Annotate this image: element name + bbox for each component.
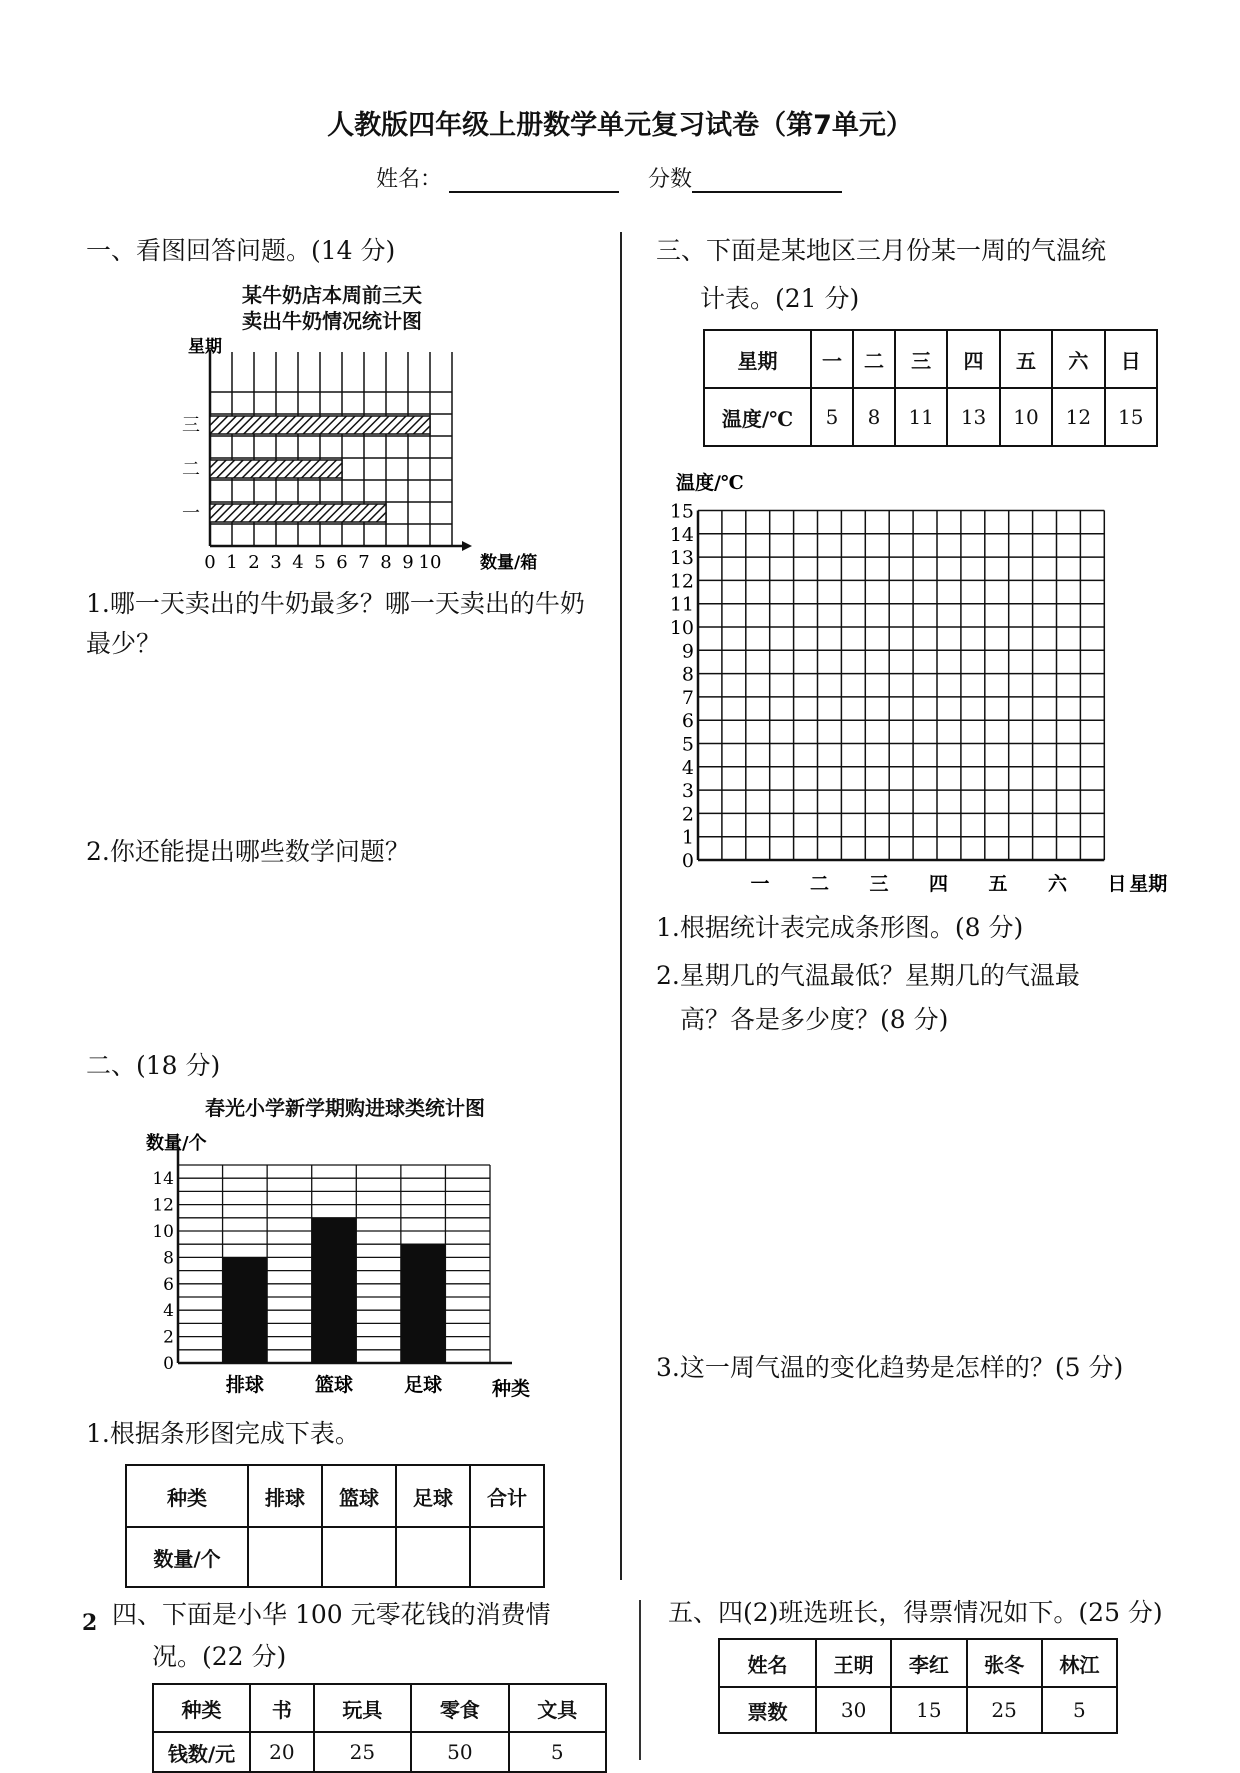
day-label: 四 — [928, 873, 949, 895]
temp-cell: 11 — [895, 388, 947, 446]
score-label: 分数 — [648, 167, 693, 192]
table-header-cell: 玩具 — [314, 1684, 411, 1732]
votes-value-row — [719, 1687, 1117, 1733]
tick-label: 8 — [163, 1248, 174, 1269]
spending-cell: 50 — [411, 1732, 508, 1772]
category-label: 一 — [182, 503, 200, 524]
votes-cell: 15 — [891, 1687, 966, 1733]
temp-cell: 12 — [1052, 388, 1104, 446]
table-header-cell: 王明 — [816, 1639, 891, 1687]
bar-篮球 — [312, 1218, 357, 1363]
table-header-cell: 李红 — [891, 1639, 966, 1687]
tick-label: 0 — [204, 552, 216, 573]
table-header-cell: 排球 — [248, 1465, 322, 1527]
name-field — [376, 162, 619, 193]
temp-cell: 15 — [1105, 388, 1157, 446]
table-header-cell: 星期 — [704, 330, 811, 388]
temp-table-day-row — [704, 330, 1157, 388]
day-label: 六 — [1047, 873, 1068, 895]
table-row-label: 数量/个 — [126, 1527, 248, 1587]
table-header-cell: 张冬 — [967, 1639, 1042, 1687]
tick-label: 6 — [163, 1274, 174, 1295]
day-label: 一 — [750, 873, 770, 895]
table-header-cell: 文具 — [509, 1684, 606, 1732]
section1-q1: 1.哪一天卖出的牛奶最多？哪一天卖出的牛奶最少？ — [86, 589, 585, 658]
temperature-blank-grid[interactable] — [660, 465, 1200, 897]
tick-label: 2 — [163, 1327, 174, 1348]
section4-spending-table — [152, 1683, 607, 1773]
spending-cell: 25 — [314, 1732, 411, 1772]
section2-heading: 二、(18 分) — [86, 1051, 221, 1080]
category-label: 二 — [182, 459, 200, 480]
tick-label: 10 — [418, 552, 442, 573]
section3-q1: 1.根据统计表完成条形图。(8 分) — [656, 913, 1024, 942]
tick-label: 11 — [669, 593, 694, 616]
table-header-cell: 种类 — [126, 1465, 248, 1527]
section5-votes-table — [718, 1638, 1118, 1734]
votes-cell: 30 — [816, 1687, 891, 1733]
tick-label: 10 — [152, 1222, 174, 1242]
score-input-line[interactable] — [692, 165, 842, 193]
grid-ylabel: 温度/℃ — [676, 472, 744, 494]
section3-heading-line2: 计表。(21 分) — [700, 284, 860, 313]
day-label: 二 — [809, 873, 830, 895]
tick-label: 8 — [681, 663, 694, 686]
tick-label: 7 — [358, 552, 370, 573]
tick-label: 5 — [681, 733, 694, 756]
table-header-cell: 篮球 — [322, 1465, 396, 1527]
table-header-cell: 姓名 — [719, 1639, 816, 1687]
bar-二 — [210, 460, 342, 478]
bar-排球 — [223, 1257, 268, 1363]
tick-label: 6 — [681, 710, 694, 733]
page-title: 人教版四年级上册数学单元复习试卷（第7单元） — [327, 110, 913, 141]
chart1-title — [170, 282, 494, 334]
day-label: 五 — [988, 873, 1008, 895]
day-cell: 六 — [1052, 330, 1104, 388]
tick-label: 0 — [681, 850, 694, 872]
temp-cell: 10 — [1000, 388, 1052, 446]
chart1-ylabel: 星期 — [188, 337, 222, 357]
tick-label: 2 — [681, 803, 694, 826]
votes-cell: 25 — [967, 1687, 1042, 1733]
tick-label: 5 — [314, 552, 326, 573]
tick-label: 15 — [669, 500, 694, 523]
score-field — [648, 162, 842, 193]
temp-cell: 13 — [947, 388, 999, 446]
section3-q2-line1: 2.星期几的气温最低？星期几的气温最 — [656, 961, 1080, 990]
tick-label: 7 — [681, 686, 694, 709]
chart2-ball-purchases — [140, 1125, 560, 1410]
section4-heading-line1: 四、下面是小华 100 元零花钱的消费情 — [112, 1600, 551, 1629]
tick-label: 4 — [163, 1301, 174, 1322]
spending-cell: 20 — [250, 1732, 314, 1772]
category-label: 足球 — [404, 1374, 443, 1396]
section3-temperature-table — [703, 329, 1158, 447]
day-cell: 二 — [853, 330, 895, 388]
name-input-line[interactable] — [449, 165, 619, 193]
table-header-cell: 合计 — [470, 1465, 544, 1527]
temp-cell: 5 — [811, 388, 853, 446]
section2-table-answer-row — [126, 1527, 544, 1587]
chart2-ylabel: 数量/个 — [146, 1133, 207, 1154]
answer-cell[interactable] — [396, 1527, 470, 1587]
table-header-cell: 种类 — [153, 1684, 250, 1732]
table-row-label: 票数 — [719, 1687, 816, 1733]
column-divider — [620, 232, 622, 1580]
answer-cell[interactable] — [248, 1527, 322, 1587]
table-row-label: 温度/℃ — [704, 388, 811, 446]
table-header-cell: 零食 — [411, 1684, 508, 1732]
chart1-title-line2: 卖出牛奶情况统计图 — [242, 309, 422, 333]
tick-label: 14 — [669, 523, 694, 546]
day-cell: 五 — [1000, 330, 1052, 388]
section2-table — [125, 1464, 545, 1588]
tick-label: 8 — [380, 552, 392, 573]
page-number: 2 — [82, 1610, 98, 1636]
section4-heading-line2: 况。(22 分) — [152, 1642, 287, 1671]
table-header-cell: 足球 — [396, 1465, 470, 1527]
tick-label: 1 — [226, 552, 238, 573]
tick-label: 12 — [669, 570, 694, 593]
section1-q2: 2.你还能提出哪些数学问题？ — [86, 837, 410, 866]
day-cell: 三 — [895, 330, 947, 388]
section5-heading: 五、四(2)班选班长，得票情况如下。(25 分) — [668, 1598, 1163, 1627]
section2-table-header-row — [126, 1465, 544, 1527]
temp-cell: 8 — [853, 388, 895, 446]
day-cell: 一 — [811, 330, 853, 388]
section3-q2-line2: 高？各是多少度？(8 分) — [680, 1005, 949, 1034]
table-header-cell: 林江 — [1042, 1639, 1117, 1687]
section2-q1: 1.根据条形图完成下表。 — [86, 1419, 360, 1448]
category-label: 排球 — [225, 1374, 264, 1396]
votes-header-row — [719, 1639, 1117, 1687]
table-row-label: 钱数/元 — [153, 1732, 250, 1772]
tick-label: 3 — [681, 780, 694, 803]
tick-label: 2 — [248, 552, 260, 573]
day-label: 日 — [1107, 873, 1127, 895]
name-label: 姓名： — [376, 167, 443, 192]
bar-一 — [210, 504, 386, 522]
grid-xlabel: 星期 — [1129, 873, 1168, 895]
temp-table-value-row — [704, 388, 1157, 446]
tick-label: 9 — [402, 552, 414, 573]
chart1-title-line1: 某牛奶店本周前三天 — [242, 283, 422, 307]
section3-q3: 3.这一周气温的变化趋势是怎样的？(5 分) — [656, 1353, 1124, 1382]
tick-label: 4 — [292, 552, 304, 573]
category-label: 篮球 — [314, 1374, 354, 1396]
category-label: 三 — [182, 415, 200, 436]
tick-label: 10 — [669, 617, 694, 639]
chart2-title: 春光小学新学期购进球类统计图 — [205, 1096, 485, 1120]
tick-label: 6 — [336, 552, 348, 573]
tick-label: 4 — [681, 756, 694, 779]
chart1-xlabel: 数量/箱 — [480, 553, 538, 573]
day-label: 三 — [869, 873, 889, 895]
chart1-milk-sales — [160, 330, 550, 580]
tick-label: 1 — [681, 826, 694, 849]
table-header-cell: 书 — [250, 1684, 314, 1732]
section1-heading: 一、看图回答问题。(14 分) — [86, 236, 396, 265]
tick-label: 0 — [163, 1354, 174, 1374]
day-cell: 日 — [1105, 330, 1157, 388]
tick-label: 9 — [681, 640, 694, 663]
spending-value-row — [153, 1732, 606, 1772]
answer-cell[interactable] — [470, 1527, 544, 1587]
section3-heading-line1: 三、下面是某地区三月份某一周的气温统 — [656, 236, 1107, 265]
answer-cell[interactable] — [322, 1527, 396, 1587]
votes-cell: 5 — [1042, 1687, 1117, 1733]
tick-label: 3 — [270, 552, 282, 573]
tick-label: 13 — [669, 547, 694, 570]
column-divider-bottom — [639, 1600, 641, 1760]
bar-足球 — [401, 1244, 446, 1363]
bar-三 — [210, 416, 430, 434]
spending-header-row — [153, 1684, 606, 1732]
tick-label: 12 — [152, 1195, 174, 1216]
spending-cell: 5 — [509, 1732, 606, 1772]
tick-label: 14 — [152, 1169, 174, 1190]
day-cell: 四 — [947, 330, 999, 388]
x-axis-arrow — [462, 541, 472, 551]
chart2-xlabel: 种类 — [492, 1378, 531, 1400]
